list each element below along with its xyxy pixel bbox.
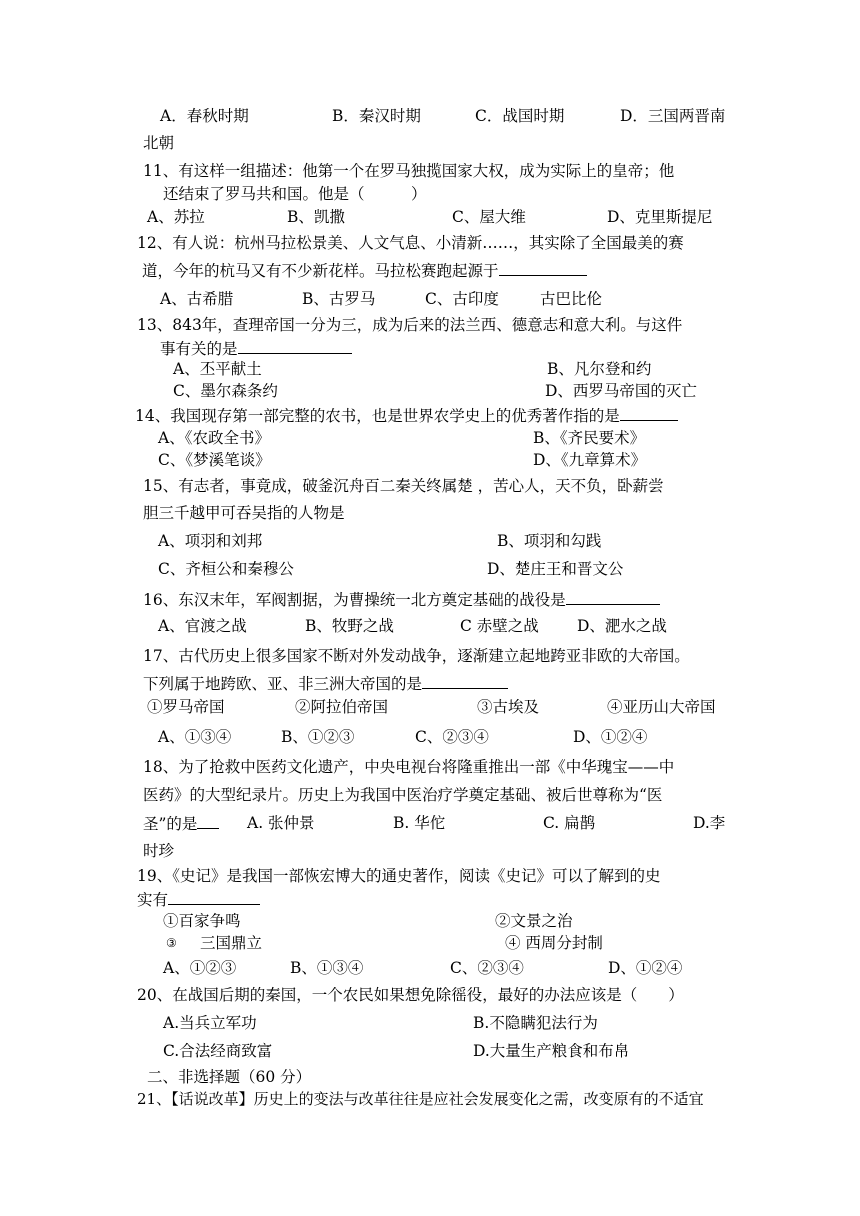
q10-option-a: A．春秋时期 [160, 107, 249, 125]
q15-stem-line1: 15、有志者，事竟成，破釜沉舟百二秦关终属楚 ，苦心人，天不负，卧薪尝 [143, 477, 664, 495]
q17-option-d: D、①②④ [573, 728, 648, 746]
q18-option-a: A. 张仲景 [247, 814, 315, 832]
q11-stem-line1: 11、有这样一组描述：他第一个在罗马独揽国家大权，成为实际上的皇帝；他 [143, 162, 675, 180]
q17-stem-line2 [143, 672, 508, 695]
q11-stem-line2: 还结束了罗马共和国。他是（ ） [163, 185, 427, 203]
q20-option-d: D.大量生产粮食和布帛 [473, 1042, 630, 1060]
q14-stem-line1 [135, 404, 678, 427]
q19-item-1: ①百家争鸣 [163, 912, 241, 930]
q17-item-4: ④亚历山大帝国 [607, 698, 716, 716]
answer-blank [197, 812, 219, 829]
q19-option-c: C、②③④ [450, 959, 524, 977]
q17-item-2: ②阿拉伯帝国 [295, 698, 389, 716]
q13-stem-text: 事有关的是 [160, 340, 238, 358]
q14-option-b: B、《齐民要术》 [533, 429, 646, 447]
q13-option-d: D、西罗马帝国的灭亡 [545, 382, 697, 400]
q14-stem-text: 14、我国现存第一部完整的农书，也是世界农学史上的优秀著作指的是 [135, 407, 620, 425]
q19-option-a: A、①②③ [163, 959, 237, 977]
q12-option-b: B、古罗马 [302, 290, 376, 308]
answer-blank [499, 259, 587, 276]
q15-option-a: A、项羽和刘邦 [158, 532, 263, 550]
q20-option-a: A.当兵立军功 [163, 1014, 257, 1032]
q17-item-3: ③古埃及 [477, 698, 540, 716]
q16-option-c: C 赤壁之战 [460, 617, 539, 635]
q13-stem-line1: 13、843年，查理帝国一分为三，成为后来的法兰西、德意志和意大利。与这件 [137, 316, 683, 334]
q16-option-a: A、官渡之战 [158, 617, 247, 635]
q19-item-3: 三国鼎立 [200, 934, 263, 952]
q11-option-c: C、屋大维 [452, 208, 526, 226]
q12-stem-text: 道，今年的杭马又有不少新花样。马拉松赛跑起源于 [142, 262, 499, 280]
q21-stem-line1: 21、【话说改革】历史上的变法与改革往往是应社会发展变化之需，改变原有的不适宜 [137, 1090, 704, 1108]
q19-option-d: D、①②④ [608, 959, 683, 977]
q13-stem-line2 [160, 337, 352, 360]
q14-option-d: D、《九章算术》 [533, 451, 647, 469]
q15-option-d: D、楚庄王和晋文公 [487, 560, 624, 578]
q16-option-b: B、牧野之战 [305, 617, 394, 635]
answer-blank [566, 588, 660, 605]
q16-stem-line1 [143, 588, 660, 611]
q10-option-d-wrap: 北朝 [143, 134, 175, 152]
q14-option-a: A、《农政全书》 [158, 429, 270, 447]
q20-option-c: C.合法经商致富 [163, 1042, 273, 1060]
q19-item-3-marker: ③ [166, 936, 177, 950]
q15-stem-line2: 胆三千越甲可吞吴指的人物是 [143, 504, 345, 522]
q20-option-b: B.不隐瞒犯法行为 [473, 1014, 598, 1032]
q17-option-c: C、②③④ [415, 728, 489, 746]
q10-option-d: D．三国两晋南 [620, 107, 726, 125]
q13-option-b: B、凡尔登和约 [547, 360, 652, 378]
q18-stem-line1: 18、为了抢救中医药文化遗产，中央电视台将隆重推出一部《中华瑰宝——中 [143, 758, 675, 776]
q13-option-a: A、丕平献土 [173, 360, 262, 378]
answer-blank [620, 404, 678, 421]
q19-stem-text: 实有 [137, 891, 169, 909]
q16-option-d: D、淝水之战 [577, 617, 667, 635]
q12-option-d: 古巴比伦 [540, 290, 603, 308]
q12-option-c: C、古印度 [425, 290, 499, 308]
q18-stem-text: 圣”的是 [143, 815, 198, 833]
q17-stem-text: 下列属于地跨欧、亚、非三洲大帝国的是 [143, 675, 423, 693]
q18-option-d: D.李 [693, 814, 726, 832]
q19-stem-line1: 19、《史记》是我国一部恢宏博大的通史著作，阅读《史记》可以了解到的史 [137, 867, 661, 885]
q15-option-c: C、齐桓公和秦穆公 [158, 560, 294, 578]
q15-option-b: B、项羽和勾践 [497, 532, 602, 550]
q16-stem-text: 16、东汉末年，军阀割据，为曹操统一北方奠定基础的战役是 [143, 591, 566, 609]
answer-blank [422, 672, 508, 689]
q11-option-d: D、克里斯提尼 [607, 208, 713, 226]
q19-item-2: ②文景之治 [495, 912, 573, 930]
q12-stem-line2 [142, 259, 587, 282]
q17-item-1: ①罗马帝国 [147, 698, 225, 716]
q12-stem-line1: 12、有人说：杭州马拉松景美、人文气息、小清新……，其实除了全国最美的赛 [137, 234, 684, 252]
q19-item-4: ④ 西周分封制 [505, 934, 603, 952]
q17-option-a: A、①③④ [158, 728, 232, 746]
q10-option-b: B．秦汉时期 [332, 107, 421, 125]
q20-stem-line1: 20、在战国后期的秦国，一个农民如果想免除徭役，最好的办法应该是（ ） [137, 986, 684, 1004]
q11-option-a: A、苏拉 [147, 208, 205, 226]
q18-option-c: C. 扁鹊 [543, 814, 596, 832]
q18-option-d-wrap: 时珍 [143, 842, 175, 860]
q17-stem-line1: 17、古代历史上很多国家不断对外发动战争，逐渐建立起地跨亚非欧的大帝国。 [143, 647, 690, 665]
q14-option-c: C、《梦溪笔谈》 [158, 451, 271, 469]
section-heading: 二、非选择题（60 分） [147, 1068, 312, 1086]
answer-blank [168, 888, 260, 905]
q12-option-a: A、古希腊 [160, 290, 234, 308]
q18-stem-line3 [143, 812, 219, 835]
answer-blank [238, 337, 352, 354]
q10-option-c: C．战国时期 [475, 107, 565, 125]
q19-stem-line2 [137, 888, 260, 911]
q13-option-c: C、墨尔森条约 [173, 382, 278, 400]
q11-option-b: B、凯撒 [287, 208, 345, 226]
q19-option-b: B、①③④ [290, 959, 364, 977]
q17-option-b: B、①②③ [281, 728, 355, 746]
q18-stem-line2: 医药》的大型纪录片。历史上为我国中医治疗学奠定基础、被后世尊称为“医 [143, 786, 663, 804]
q18-option-b: B. 华佗 [393, 814, 446, 832]
